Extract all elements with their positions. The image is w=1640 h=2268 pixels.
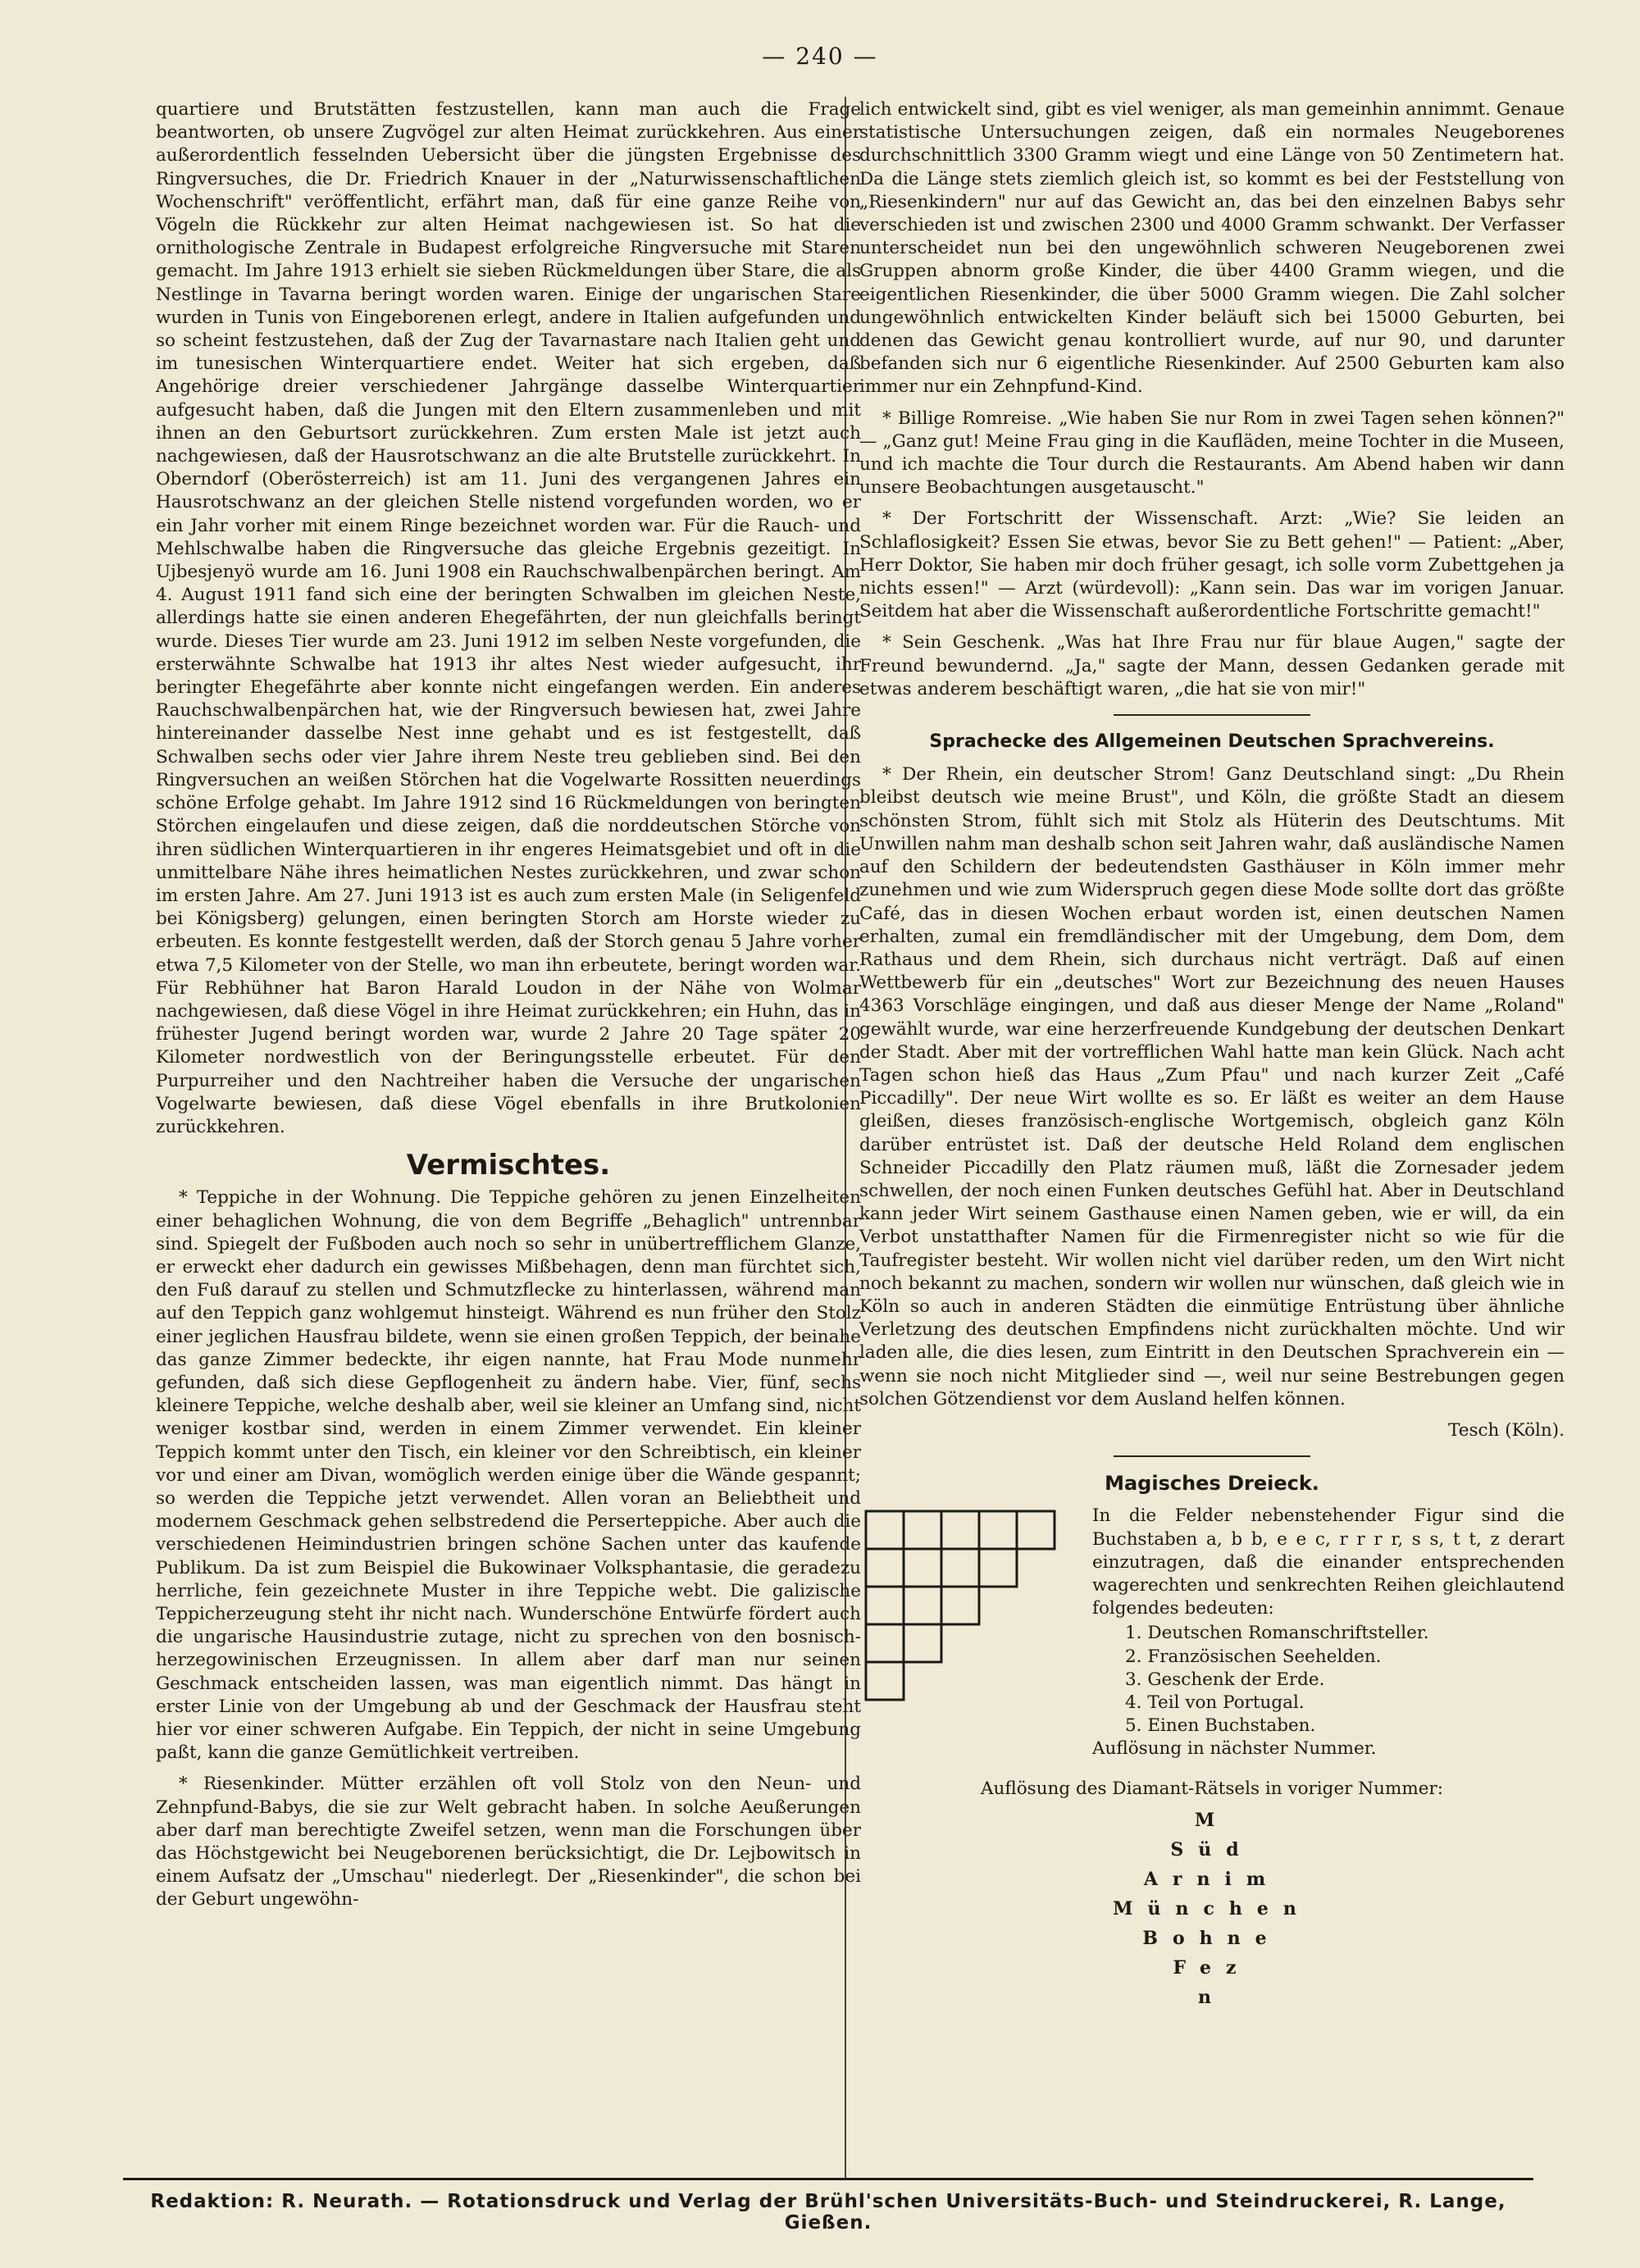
puzzle-instructions	[1092, 1505, 1565, 1762]
diamond-row: n	[1198, 1986, 1226, 2008]
giant-babies-continued: lich entwickelt sind, gibt es viel weniger, als man gemeinhin annimmt. Genaue statistische Untersuchungen zeigen, daß ein normales Neugeborenes durchschnittlich 3300 Gramm wiegt und eine Länge von 50 Zentimetern hat. Da die Länge stets ziemlich gleich ist, so kommt es bei der Feststellung von „Riesenkindern" nur auf das Gewicht an, das bei den einzelnen Babys sehr verschieden ist und zwischen 2300 und 4000 Gramm schwankt. Der Verfasser unterscheidet nun bei den ungewöhnlich schweren Neugeborenen zwei Gruppen abnorm große Kinder, die über 4400 Gramm wiegen, und die eigentlichen Riesenkinder, die über 5000 Gramm wiegen. Die Zahl solcher ungewöhnlich entwickelten Kinder beläuft sich bei 15000 Geburten, bei denen das Gewicht genau kontrolliert wurde, auf nur 90, und darunter befanden sich nur 6 eigentliche Riesenkinder. Auf 2500 Geburten kam also immer nur ein Zehnpfund-Kind.	[859, 99, 1565, 398]
page-number: — 240 —	[762, 43, 878, 70]
diamond-solution	[859, 1806, 1565, 2012]
gift-anecdote: * Sein Geschenk. „Was hat Ihre Frau nur für blaue Augen," sagte der Freund bewundernd. „Ja," sagte der Mann, dessen Gedanken gerade mit etwas anderem beschäftigt waren, „die hat sie von mir!"	[859, 632, 1565, 699]
section-rule	[1114, 714, 1310, 716]
left-column	[156, 98, 861, 1920]
puzzle-clue: 2. Französischen Seehelden.	[1125, 1646, 1382, 1667]
puzzle-intro: In die Felder nebenstehender Figur sind die Buchstaben a, b b, e e c, r r r r, s s, t t, z derart einzutragen, daß die einander entsprechenden wagerechten und senkrechten Reihen gleichlautend folgendes bedeuten:	[1092, 1505, 1565, 1619]
diamond-row: Bohne	[1142, 1927, 1282, 1949]
section-rule-2	[1114, 1455, 1310, 1457]
giant-babies-article: * Riesenkinder. Mütter erzählen oft voll Stolz von den Neun- und Zehnpfund-Babys, die sie zur Welt gebracht haben. In solche Aeußerungen aber darf man berechtigte Zweifel setzen, wenn man die Forschungen über das Höchstgewicht bei Neugeborenen berücksichtigt, die Dr. Lejbowitsch in einem Aufsatz der „Umschau" niederlegt. Der „Riesenkinder", die schon bei der Geburt ungewöhn-	[156, 1774, 861, 1910]
diamond-row: Süd	[1170, 1838, 1254, 1860]
puzzle-solution-note: Auflösung in nächster Nummer.	[1092, 1738, 1377, 1760]
puzzle-clue: 1. Deutschen Romanschriftsteller.	[1125, 1623, 1429, 1644]
section-heading-vermischtes: Vermischtes.	[406, 1149, 611, 1182]
rome-trip-anecdote: * Billige Romreise. „Wie haben Sie nur Rom in zwei Tagen sehen können?" — „Ganz gut! Meine Frau ging in die Kaufläden, meine Tochter in die Museen, und ich machte die Tour durch die Restaurants. Am Abend haben wir dann unsere Beobachtungen ausgetauscht."	[859, 408, 1565, 499]
diamond-row: M	[1194, 1809, 1230, 1831]
puzzle-grid-figure	[859, 1505, 1073, 1762]
carpets-article: * Teppiche in der Wohnung. Die Teppiche gehören zu jenen Einzelheiten einer behaglichen Wohnung, die von dem Begriffe „Behaglich" untrennbar sind. Spiegelt der Fußboden auch noch so sehr in unübertrefflichem Glanze, er erweckt eher dadurch ein gewisses Mißbehagen, denn man fürchtet sich, den Fuß darauf zu stellen und Schmutzflecke zu hinterlassen, während man auf den Teppich ganz wohlgemut hinsteigt. Während es nun früher den Stolz einer jeglichen Hausfrau bildete, wenn sie einen großen Teppich, der beinahe das ganze Zimmer bedeckte, ihr eigen nannte, hat Frau Mode nunmehr gefunden, daß sich diese Gepflogenheit zu ändern habe. Vier, fünf, sechs kleinere Teppiche, welche deshalb aber, weil sie kleiner an Umfang sind, nicht weniger kostbar sind, werden in einem Zimmer verwendet. Ein kleiner Teppich kommt unter den Tisch, ein kleiner vor den Schreibtisch, ein kleiner vor und einer am Divan, womöglich werden einige über die Wände gespannt; so werden die Teppiche jetzt verwendet. Allen voran an Beliebtheit und modernem Geschmack gehen selbstredend die Perserteppiche. Aber auch die verschiedenen Heimindustrien bringen schöne Sachen unter das kaufende Publikum. Da ist zum Beispiel die Bukowinaer Volksphantasie, die geradezu herrliche, fein gezeichnete Muster in ihre Teppiche webt. Die galizische Teppicherzeugung steht ihr nicht nach. Wunderschöne Entwürfe fördert auch die ungarische Hausindustrie zutage, nicht zu sprechen von den bosnisch-herzegowinischen Erzeugnissen. In allem aber darf man nur seinen Geschmack entscheiden lassen, was man eigentlich nimmt. Das hängt in erster Linie von der Umgebung ab und der Geschmack der Hausfrau steht hier vor einer schweren Aufgabe. Ein Teppich, der nicht in seine Umgebung paßt, kann die ganze Gemütlichkeit vertreiben.	[156, 1187, 861, 1764]
triangle-grid	[859, 1505, 1064, 1710]
section-heading-puzzle: Magisches Dreieck.	[1105, 1472, 1319, 1496]
puzzle-clue: 5. Einen Buchstaben.	[1125, 1715, 1316, 1737]
footer-rule	[123, 2178, 1533, 2180]
puzzle-clue: 4. Teil von Portugal.	[1125, 1692, 1305, 1713]
diamond-row: Fez	[1173, 1956, 1251, 1979]
puzzle-clues	[1092, 1622, 1565, 1737]
right-column	[859, 98, 1565, 2012]
science-progress-anecdote: * Der Fortschritt der Wissenschaft. Arzt: „Wie? Sie leiden an Schlaflosigkeit? Essen Sie etwas, bevor Sie zu Bett gehen!" — Patient: „Aber, Herr Doktor, Sie haben mir doch früher gesagt, ich solle vorm Zubettgehen ja nichts essen!" — Arzt (würdevoll): „Kann sein. Das war im vorigen Januar. Seitdem hat aber die Wissenschaft außerordentliche Fortschritte gemacht!"	[859, 508, 1565, 622]
section-heading-sprachecke: Sprachecke des Allgemeinen Deutschen Sprachvereins.	[929, 731, 1495, 753]
imprint-footer: Redaktion: R. Neurath. — Rotationsdruck und Verlag der Brühl'schen Universitäts-Buch- und Steindruckerei, R. Lange, Gießen.	[150, 2191, 1506, 2234]
article-signature: Tesch (Köln).	[1448, 1419, 1565, 1441]
bird-migration-article: quartiere und Brutstätten festzustellen, kann man auch die Frage beantworten, ob unsere Zugvögel zur alten Heimat zurückkehren. Aus einer außerordentlich fesselnden Uebersicht über die jüngsten Ergebnisse des Ringversuches, die Dr. Friedrich Knauer in der „Naturwissenschaftlichen Wochenschrift" veröffentlicht, erfährt man, daß für eine ganze Reihe von Vögeln die Rückkehr zur alten Heimat nachgewiesen ist. So hat die ornithologische Zentrale in Budapest erfolgreiche Ringversuche mit Staren gemacht. Im Jahre 1913 erhielt sie sieben Rückmeldungen über Stare, die als Nestlinge in Tavarna beringt worden waren. Einige der ungarischen Stare wurden in Tunis von Eingeborenen erlegt, andere in Italien aufgefunden und so scheint festzustehen, daß der Zug der Tavarnastare nach Italien geht und im tunesischen Winterquartiere endet. Weiter hat sich ergeben, daß Angehörige dreier verschiedener Jahrgänge dasselbe Winterquartier aufgesucht haben, daß die Jungen mit den Eltern zusammenleben und mit ihnen an den Geburtsort zurückkehren. Zum ersten Male ist jetzt auch nachgewiesen, daß der Hausrotschwanz an die alte Brutstelle zurückkehrt. In Oberndorf (Oberösterreich) ist am 11. Juni des vergangenen Jahres ein Hausrotschwanz an der gleichen Stelle nistend vorgefunden worden, wo er ein Jahr vorher mit einem Ringe bezeichnet worden war. Für die Rauch- und Mehlschwalbe haben die Ringversuche das gleiche Ergebnis gezeitigt. In Ujbesjenyö wurde am 16. Juni 1908 ein Rauchschwalbenpärchen beringt. Am 4. August 1911 fand sich eine der beringten Schwalben im gleichen Neste, allerdings hatte sie einen anderen Ehegefährten, der nun gleichfalls beringt wurde. Dieses Tier wurde am 23. Juni 1912 im selben Neste vorgefunden, die ersterwähnte Schwalbe hat 1913 ihr altes Nest wieder aufgesucht, ihr beringter Ehegefährte aber konnte nicht eingefangen werden. Ein anderes Rauchschwalbenpärchen hat, wie der Ringversuch bewiesen hat, zwei Jahre hintereinander dasselbe Nest inne gehabt und es ist festgestellt, daß Schwalben sechs oder vier Jahre ihrem Neste treu geblieben sind. Bei den Ringversuchen an weißen Störchen hat die Vogelwarte Rossitten neuerdings schöne Erfolge gehabt. Im Jahre 1912 sind 16 Rückmeldungen von beringten Störchen eingelaufen und diese zeigen, daß die norddeutschen Störche von ihren südlichen Winterquartieren in ihr engeres Heimatsgebiet und oft in die unmittelbare Nähe ihres heimatlichen Nestes zurückkehren, und zwar schon im ersten Jahre. Am 27. Juni 1913 ist es auch zum ersten Male (in Seligenfeld bei Königsberg) gelungen, einen beringten Storch am Horste wieder zu erbeuten. Es konnte festgestellt werden, daß der Storch genau 5 Jahre vorher etwa 7,5 Kilometer von der Stelle, wo man ihn erbeutete, beringt worden war. Für Rebhühner hat Baron Harald Loudon in der Nähe von Wolmar nachgewiesen, daß diese Vögel in ihre Heimat zurückkehren; ein Huhn, das in frühester Jugend beringt worden war, wurde 2 Jahre 20 Tage später 20 Kilometer nordwestlich von der Beringungsstelle erbeutet. Für den Purpurreiher und den Nachtreiher haben die Versuche der ungarischen Vogelwarte bewiesen, daß diese Vögel ebenfalls in ihre Brutkolonien zurückkehren.	[156, 99, 861, 1137]
puzzle-clue: 3. Geschenk der Erde.	[1125, 1669, 1325, 1690]
diamond-row: München	[1113, 1897, 1311, 1920]
diamond-row: Arnim	[1143, 1868, 1281, 1890]
magic-triangle-puzzle	[859, 1505, 1565, 1762]
diamond-solution-title: Auflösung des Diamant-Rätsels in voriger Nummer:	[981, 1778, 1443, 1799]
rhine-article: * Der Rhein, ein deutscher Strom! Ganz Deutschland singt: „Du Rhein bleibst deutsch wie meine Brust", und Köln, die größte Stadt an diesem schönsten Strom, fühlt sich mit Stolz als Hüterin des Deutschtums. Mit Unwillen nahm man deshalb schon seit Jahren wahr, daß ausländische Namen auf den Schildern der bedeutendsten Gasthäuser in Köln immer mehr zunehmen und wie zum Widerspruch gegen diese Mode sollte dort das größte Café, das in diesen Wochen erbaut worden ist, einen deutschen Namen erhalten, zumal ein fremdländischer mit der Umgebung, dem Dom, dem Rathaus und dem Rhein, sich durchaus nicht verträgt. Daß auf einen Wettbewerb für ein „deutsches" Wort zur Bezeichnung des neuen Hauses 4363 Vorschläge eingingen, und daß aus dieser Menge der Name „Roland" gewählt wurde, war eine herzerfreuende Kundgebung der deutschen Denkart der Stadt. Aber mit der vortrefflichen Wahl hatte man kein Glück. Nach acht Tagen schon hieß das Haus „Zum Pfau" und nach kurzer Zeit „Café Piccadilly". Der neue Wirt wollte es so. Er läßt es weiter an dem Hause gleißen, dieses französisch-englische Wortgemisch, obgleich ganz Köln darüber entrüstet ist. Daß der deutsche Held Roland dem englischen Schneider Piccadilly den Platz räumen muß, läßt die Zornesader jedem schwellen, der noch einen Funken deutsches Gefühl hat. Aber in Deutschland kann jeder Wirt seinem Gasthause einen Namen geben, wie er will, da ein Verbot unstatthafter Namen für die Firmenregister nicht so wie für die Taufregister besteht. Wir wollen nicht viel darüber reden, um den Wirt nicht noch bekannt zu machen, sondern wir wollen nur wünschen, daß gleich wie in Köln so auch in anderen Städten die einmütige Entrüstung über ähnliche Verletzung des deutschen Empfindens nicht zurückhalten möchte. Und wir laden alle, die dies lesen, zum Eintritt in den Deutschen Sprachverein ein — wenn sie noch nicht Mitglieder sind —, weil nur seine Bestrebungen gegen solchen Götzendienst vor dem Ausland helfen können.	[859, 764, 1565, 1410]
